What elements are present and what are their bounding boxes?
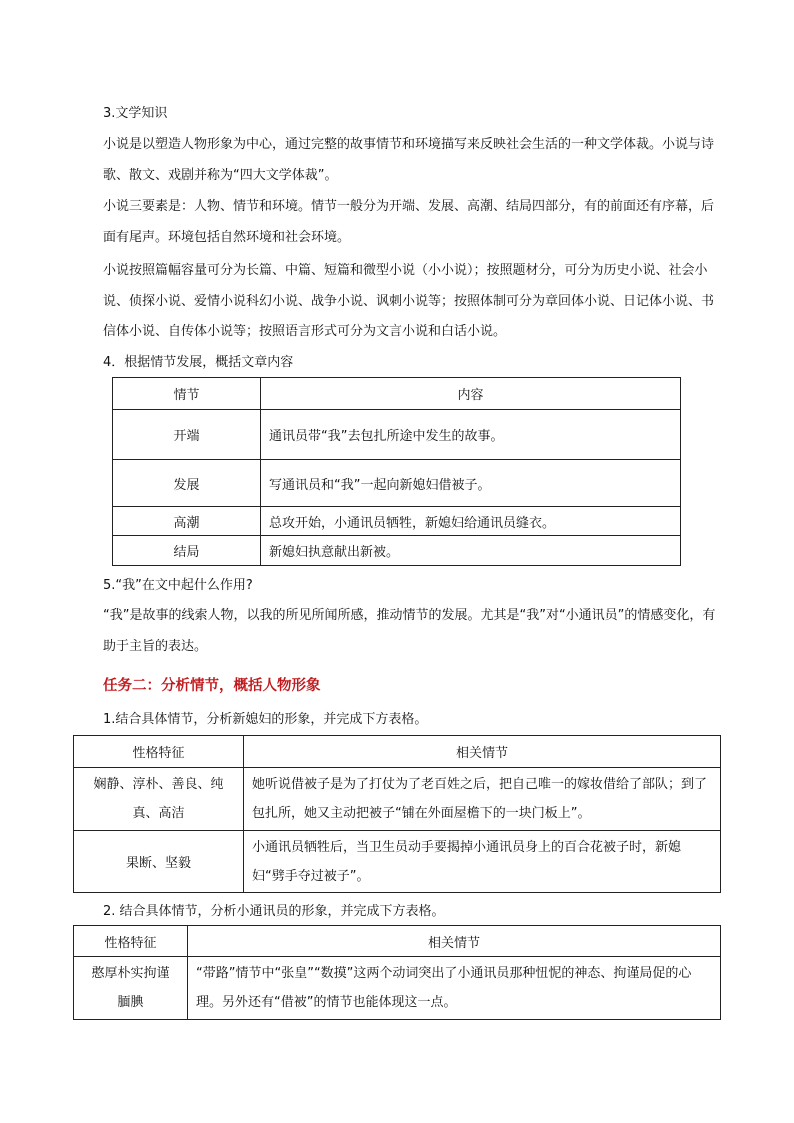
table-row: [113, 507, 681, 536]
bride-traits-table: [73, 735, 721, 893]
table-header-row: [74, 736, 721, 768]
stage-cell: 高潮: [113, 507, 261, 536]
section-5-answer: “我”是故事的线索人物，以我的所见所闻所感，推动情节的发展。尤其是“我”对“小通讯员”的情感变化，有助于主旨的表达。: [103, 608, 716, 654]
table-row: [74, 957, 721, 1020]
content-cell: 新媳妇执意献出新被。: [261, 536, 681, 566]
section-3-paragraph-1: 小说是以塑造人物形象为中心，通过完整的故事情节和环境描写来反映社会生活的一种文学体裁。小说与诗歌、散文、戏剧并称为“四大文学体裁”。: [103, 137, 715, 183]
question-2-heading: 2. 结合具体情节，分析小通讯员的形象，并完成下方表格。: [103, 904, 445, 919]
stage-cell: 结局: [113, 536, 261, 566]
table-header-cell: 内容: [261, 378, 681, 410]
plot-cell: 她听说借被子是为了打仗为了老百姓之后，把自己唯一的嫁妆借给了部队；到了包扎所，她又主动把被子“铺在外面屋檐下的一块门板上”。: [244, 768, 721, 831]
content-cell: 通讯员带“我”去包扎所途中发生的故事。: [261, 410, 681, 460]
plot-cell: “带路”情节中“张皇”“数摸”这两个动词突出了小通讯员那种忸怩的神态、拘谨局促的心理。另外还有“借被”的情节也能体现这一点。: [188, 957, 721, 1020]
table-header-cell: 相关情节: [188, 926, 721, 957]
stage-cell: 发展: [113, 460, 261, 507]
section-3-heading: 3.文学知识: [103, 106, 168, 121]
table-header-cell: 相关情节: [244, 736, 721, 768]
content-cell: 写通讯员和“我”一起向新媳妇借被子。: [261, 460, 681, 507]
table-header-row: [113, 378, 681, 410]
table-row: [113, 460, 681, 507]
messenger-traits-table: [73, 925, 721, 1020]
plot-cell: 小通讯员牺牲后，当卫生员动手要揭掉小通讯员身上的百合花被子时，新媳妇“劈手夺过被子”。: [244, 831, 721, 893]
trait-cell: 娴静、淳朴、善良、纯真、高洁: [74, 768, 244, 831]
question-1-heading: 1.结合具体情节，分析新媳妇的形象，并完成下方表格。: [103, 712, 428, 727]
section-3-paragraph-2: 小说三要素是：人物、情节和环境。情节一般分为开端、发展、高潮、结局四部分，有的前面还有序幕，后面有尾声。环境包括自然环境和社会环境。: [103, 199, 715, 245]
plot-content-table: [112, 377, 681, 566]
table-row: [113, 410, 681, 460]
table-header-row: [74, 926, 721, 957]
table-row: [74, 831, 721, 893]
trait-cell: 憨厚朴实拘谨腼腆: [74, 957, 188, 1020]
section-5-heading: 5.“我”在文中起什么作用?: [103, 578, 253, 593]
table-header-cell: 性格特征: [74, 926, 188, 957]
stage-cell: 开端: [113, 410, 261, 460]
trait-cell: 果断、坚毅: [74, 831, 244, 893]
section-3-paragraph-3: 小说按照篇幅容量可分为长篇、中篇、短篇和微型小说（小小说）；按照题材分，可分为历史小说、社会小说、侦探小说、爱情小说科幻小说、战争小说、讽刺小说等；按照体制可分为章回体小说、日记体小说、书信体小说、自传体小说等；按照语言形式可分为文言小说和白话小说。: [103, 263, 715, 339]
content-cell: 总攻开始，小通讯员牺牲，新媳妇给通讯员缝衣。: [261, 507, 681, 536]
section-4-heading: 4．根据情节发展，概括文章内容: [103, 355, 294, 370]
table-header-cell: 情节: [113, 378, 261, 410]
table-header-cell: 性格特征: [74, 736, 244, 768]
table-row: [74, 768, 721, 831]
task-2-title: 任务二：分析情节，概括人物形象: [103, 678, 321, 694]
table-row: [113, 536, 681, 566]
